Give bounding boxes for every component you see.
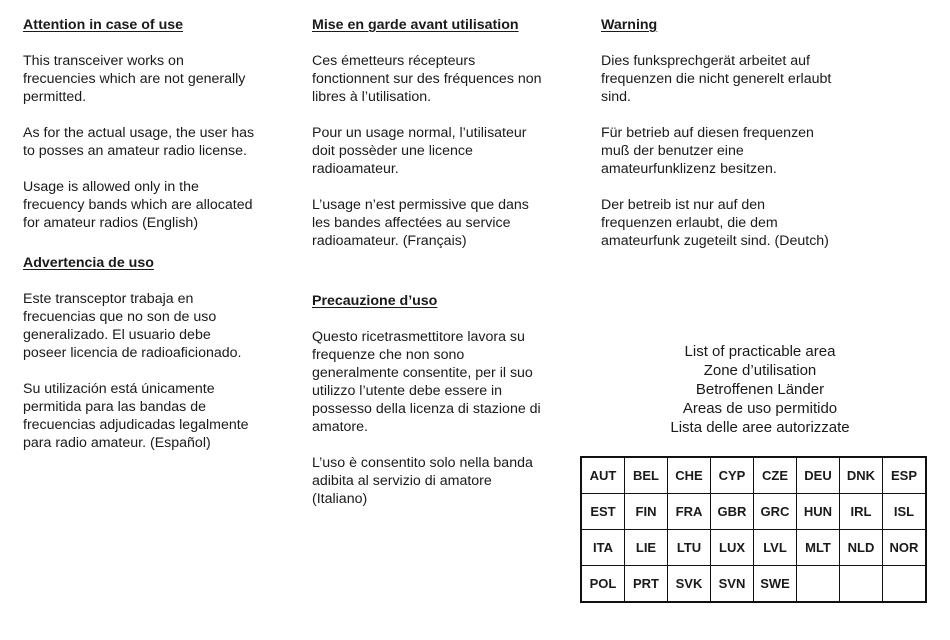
country-cell: SVN xyxy=(711,566,754,603)
country-cell: LUX xyxy=(711,530,754,566)
english-paragraph: Usage is allowed only in the frecuency bands which are allocated for amateur radios (English) xyxy=(23,179,253,231)
country-cell: FIN xyxy=(625,494,668,530)
areas-title-line: Zone d’utilisation xyxy=(703,362,817,379)
areas-title-line: Betroffenen Länder xyxy=(695,381,825,398)
english-paragraph: As for the actual usage, the user has to posses an amateur radio license. xyxy=(23,125,255,159)
country-cell: LIE xyxy=(625,530,668,566)
italian-paragraph: L’uso è consentito solo nella banda adibita al servizio di amatore (Italiano) xyxy=(312,455,533,507)
country-cell: FRA xyxy=(668,494,711,530)
spanish-section xyxy=(23,254,293,470)
country-cell: BEL xyxy=(625,457,668,494)
country-cell: NOR xyxy=(883,530,927,566)
country-cell: ESP xyxy=(883,457,927,494)
country-table xyxy=(580,456,927,603)
spanish-paragraph: Este transceptor trabaja en frecuencias que no son de uso generalizado. El usuario debe poseer licencia de radioaficionado. xyxy=(23,291,242,361)
table-row xyxy=(581,566,926,603)
country-cell: NLD xyxy=(840,530,883,566)
table-row xyxy=(581,457,926,494)
country-cell xyxy=(797,566,840,603)
country-cell: LTU xyxy=(668,530,711,566)
country-cell: MLT xyxy=(797,530,840,566)
country-cell: POL xyxy=(581,566,625,603)
german-heading: Warning xyxy=(601,17,658,33)
country-cell: PRT xyxy=(625,566,668,603)
german-paragraph: Für betrieb auf diesen frequenzen muß der benutzer eine amateurfunklizenz besitzen. xyxy=(601,125,814,177)
country-cell: ISL xyxy=(883,494,927,530)
french-paragraph: Ces émetteurs récepteurs fonctionnent sur des fréquences non libres à l’utilisation. xyxy=(312,53,542,105)
german-paragraph: Der betreib ist nur auf den frequenzen erlaubt, die dem amateurfunk zugeteilt sind. (Deutch) xyxy=(601,197,829,249)
italian-paragraph: Questo ricetrasmettitore lavora su frequenze che non sono generalmente consentite, per il suo utilizzo l’utente debe essere in possesso della licenza di stazione di amatore. xyxy=(312,329,541,435)
country-cell: CYP xyxy=(711,457,754,494)
country-cell: ITA xyxy=(581,530,625,566)
country-cell: SVK xyxy=(668,566,711,603)
italian-section xyxy=(312,292,582,526)
italian-heading: Precauzione d’uso xyxy=(312,293,438,309)
table-row xyxy=(581,530,926,566)
areas-title-line: List of practicable area xyxy=(684,343,836,360)
country-cell: GRC xyxy=(754,494,797,530)
country-cell: SWE xyxy=(754,566,797,603)
country-cell xyxy=(883,566,927,603)
english-paragraph: This transceiver works on frecuencies which are not generally permitted. xyxy=(23,53,246,105)
french-section xyxy=(312,16,582,268)
english-heading: Attention in case of use xyxy=(23,17,184,33)
spanish-paragraph: Su utilización está únicamente permitida para las bandas de frecuencias adjudicadas legalmente para radio amateur. (Español) xyxy=(23,381,249,451)
country-cell: EST xyxy=(581,494,625,530)
country-cell: DEU xyxy=(797,457,840,494)
spanish-heading: Advertencia de uso xyxy=(23,255,154,271)
german-paragraph: Dies funksprechgerät arbeitet auf frequenzen die nicht generelt erlaubt sind. xyxy=(601,53,832,105)
country-cell: CHE xyxy=(668,457,711,494)
table-row xyxy=(581,494,926,530)
country-cell: HUN xyxy=(797,494,840,530)
country-cell: IRL xyxy=(840,494,883,530)
german-section xyxy=(601,16,901,268)
country-cell xyxy=(840,566,883,603)
country-cell: LVL xyxy=(754,530,797,566)
country-cell: AUT xyxy=(581,457,625,494)
french-paragraph: Pour un usage normal, l’utilisateur doit possèder une licence radioamateur. xyxy=(312,125,527,177)
areas-title-line: Areas de uso permitido xyxy=(682,400,838,417)
country-cell: DNK xyxy=(840,457,883,494)
country-cell: CZE xyxy=(754,457,797,494)
english-section xyxy=(23,16,293,250)
areas-title-block xyxy=(580,342,940,437)
country-cell: GBR xyxy=(711,494,754,530)
french-heading: Mise en garde avant utilisation xyxy=(312,17,519,33)
french-paragraph: L’usage n’est permissive que dans les bandes affectées au service radioamateur. (Français) xyxy=(312,197,529,249)
areas-title-line: Lista delle aree autorizzate xyxy=(670,419,850,436)
